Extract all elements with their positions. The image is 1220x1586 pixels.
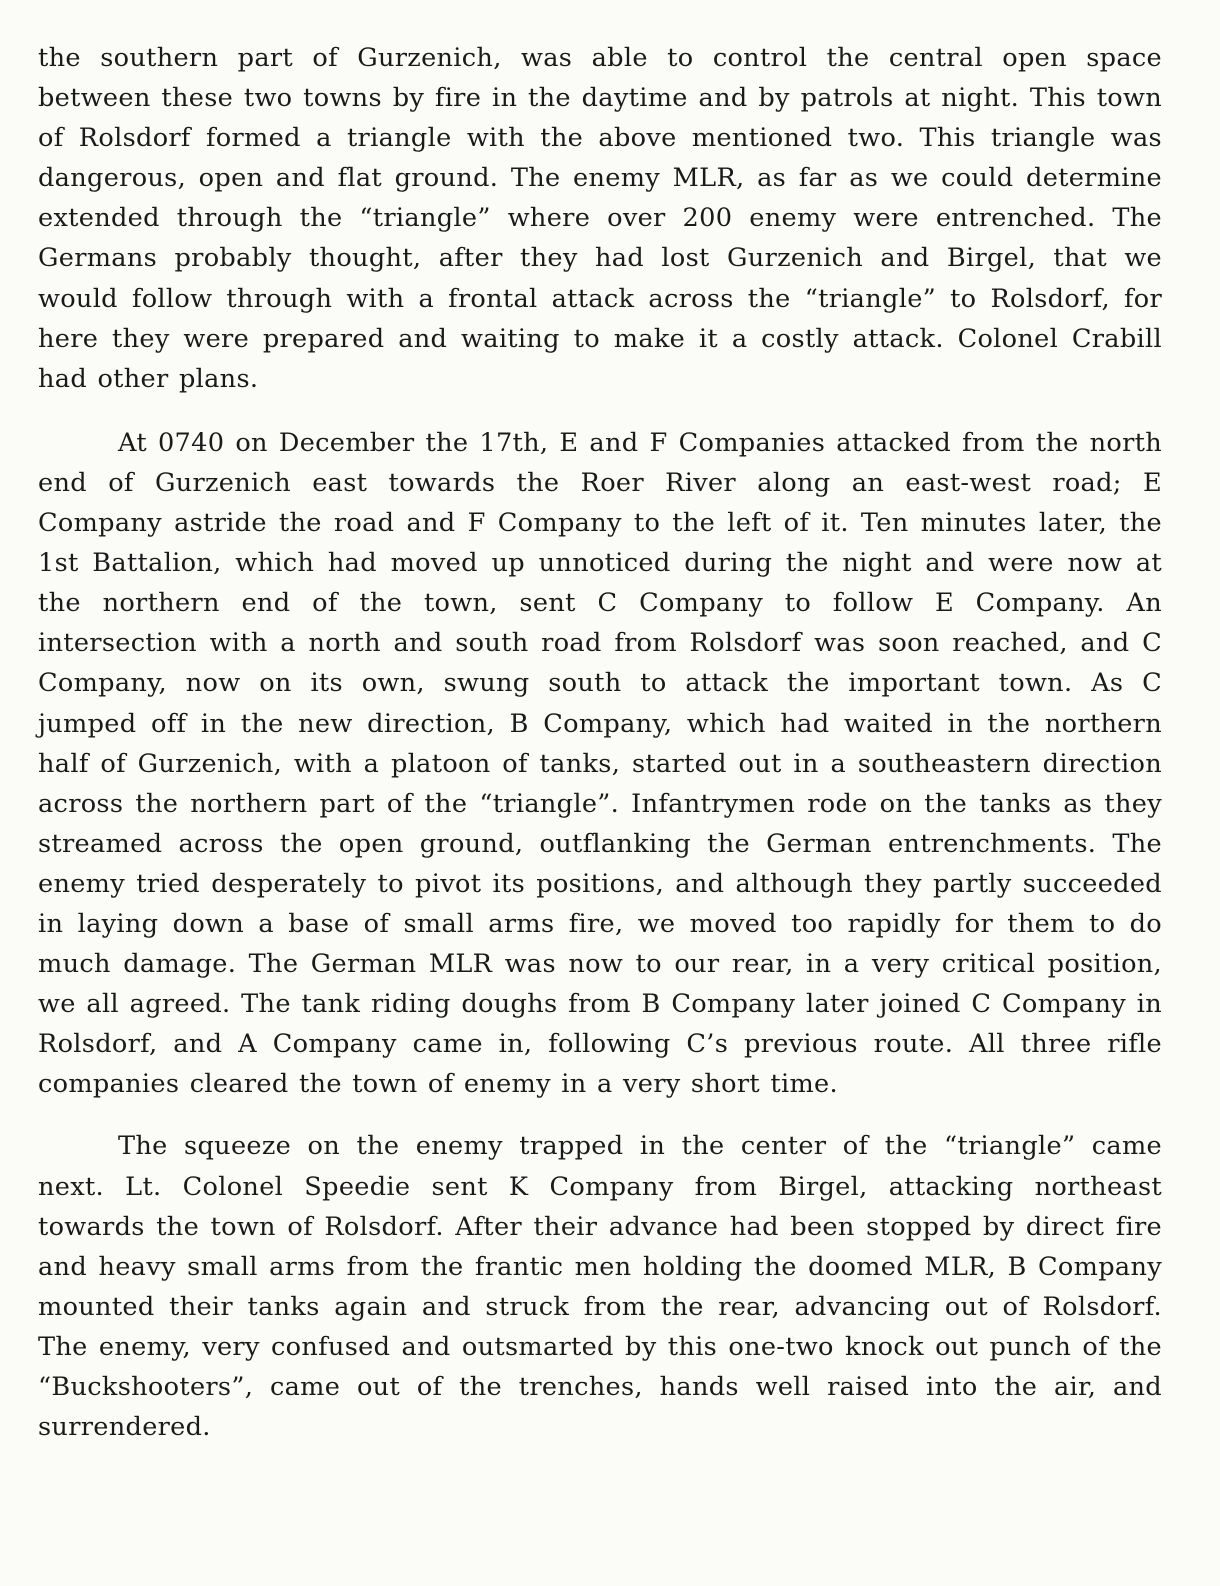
paragraph-2: At 0740 on December the 17th, E and F Companies attacked from the north end of Gurzenich east towards the Roer River along an east-west road; E Company astride the road and F Company to the left of it. Ten minutes later, the 1st Battalion, which had moved up unnoticed during the night and were now at the northern end of the town, sent C Company to follow E Company. An intersection with a north and south road from Rolsdorf was soon reached, and C Company, now on its own, swung south to attack the important town. As C jumped off in the new direction, B Company, which had waited in the northern half of Gurzenich, with a platoon of tanks, started out in a southeastern direction across the northern part of the “triangle”. Infantrymen rode on the tanks as they streamed across the open ground, outflanking the German entrenchments. The enemy tried desperately to pivot its positions, and although they partly succeeded in laying down a base of small arms fire, we moved too rapidly for them to do much damage. The German MLR was now to our rear, in a very critical position, we all agreed. The tank riding doughs from B Company later joined C Company in Rolsdorf, and A Company came in, following C’s previous route. All three rifle companies cleared the town of enemy in a very short time. <box>38 427 1162 1100</box>
paragraph-3: The squeeze on the enemy trapped in the center of the “triangle” came next. Lt. Colonel Speedie sent K Company from Birgel, attacking northeast towards the town of Rolsdorf. After their advance had been stopped by direct fire and heavy small arms from the frantic men holding the doomed MLR, B Company mounted their tanks again and struck from the rear, advancing out of Rolsdorf. The enemy, very confused and outsmarted by this one-two knock out punch of the “Buckshooters”, came out of the trenches, hands well raised into the air, and surrendered. <box>38 1131 1162 1443</box>
paragraph-1: the southern part of Gurzenich, was able to control the central open space between these two towns by fire in the daytime and by patrols at night. This town of Rolsdorf formed a triangle with the above mentioned two. This triangle was dangerous, open and flat ground. The enemy MLR, as far as we could determine extended through the “triangle” where over 200 enemy were entrenched. The Germans probably thought, after they had lost Gurzenich and Birgel, that we would follow through with a frontal attack across the “triangle” to Rolsdorf, for here they were prepared and waiting to make it a costly attack. Colonel Crabill had other plans. <box>38 43 1162 394</box>
